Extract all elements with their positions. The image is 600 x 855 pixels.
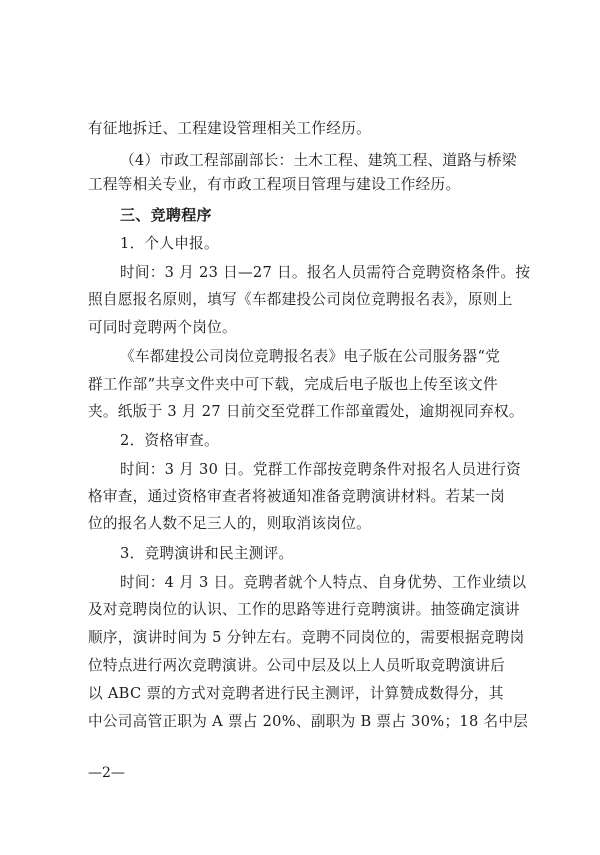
subsection-heading: 2．资格审查。 — [120, 432, 219, 449]
text-line: 夹。纸版于 3 月 27 日前交至党群工作部童霞处，逾期视同弃权。 — [88, 403, 524, 420]
subsection-heading: 1．个人申报。 — [120, 235, 219, 252]
text-line: 格审查，通过资格审查者将被通知准备竞聘演讲材料。若某一岗 — [88, 488, 506, 505]
text-line: 《车都建投公司岗位竞聘报名表》电子版在公司服务器“党 — [120, 348, 501, 365]
text-line: 时间：3 月 23 日—27 日。报名人员需符合竞聘资格条件。按 — [120, 264, 531, 281]
text-line: 群工作部”共享文件夹中可下载，完成后电子版也上传至该文件 — [88, 376, 498, 393]
page-number: —2— — [88, 765, 125, 781]
text-line: 中公司高管正职为 A 票占 20%、副职为 B 票占 30%；18 名中层 — [88, 713, 529, 730]
text-line: 工程等相关专业，有市政工程项目管理与建设工作经历。 — [88, 176, 461, 193]
section-heading: 三、竞聘程序 — [120, 206, 212, 224]
text-line: 位特点进行两次竞聘演讲。公司中层及以上人员听取竞聘演讲后 — [88, 657, 506, 674]
text-line: 可同时竞聘两个岗位。 — [88, 319, 237, 336]
text-line: 及对竞聘岗位的认识、工作的思路等进行竞聘演讲。抽签确定演讲 — [88, 601, 520, 618]
text-line: 以 ABC 票的方式对竞聘者进行民主测评，计算赞成数得分，其 — [88, 685, 504, 702]
text-line: 时间：3 月 30 日。党群工作部按竞聘条件对报名人员进行资 — [120, 461, 522, 478]
text-line: 位的报名人数不足三人的，则取消该岗位。 — [88, 515, 371, 532]
text-line: 有征地拆迁、工程建设管理相关工作经历。 — [88, 120, 371, 137]
text-line: 顺序，演讲时间为 5 分钟左右。竞聘不同岗位的，需要根据竞聘岗 — [88, 629, 525, 646]
text-line: 照自愿报名原则，填写《车都建投公司岗位竞聘报名表》，原则上 — [88, 291, 513, 308]
text-line: 时间：4 月 3 日。竞聘者就个人特点、自身优势、工作业绩以 — [120, 574, 527, 591]
subsection-heading: 3．竞聘演讲和民主测评。 — [120, 545, 294, 562]
text-line: （4）市政工程部副部长：土木工程、建筑工程、道路与桥梁 — [120, 152, 517, 169]
